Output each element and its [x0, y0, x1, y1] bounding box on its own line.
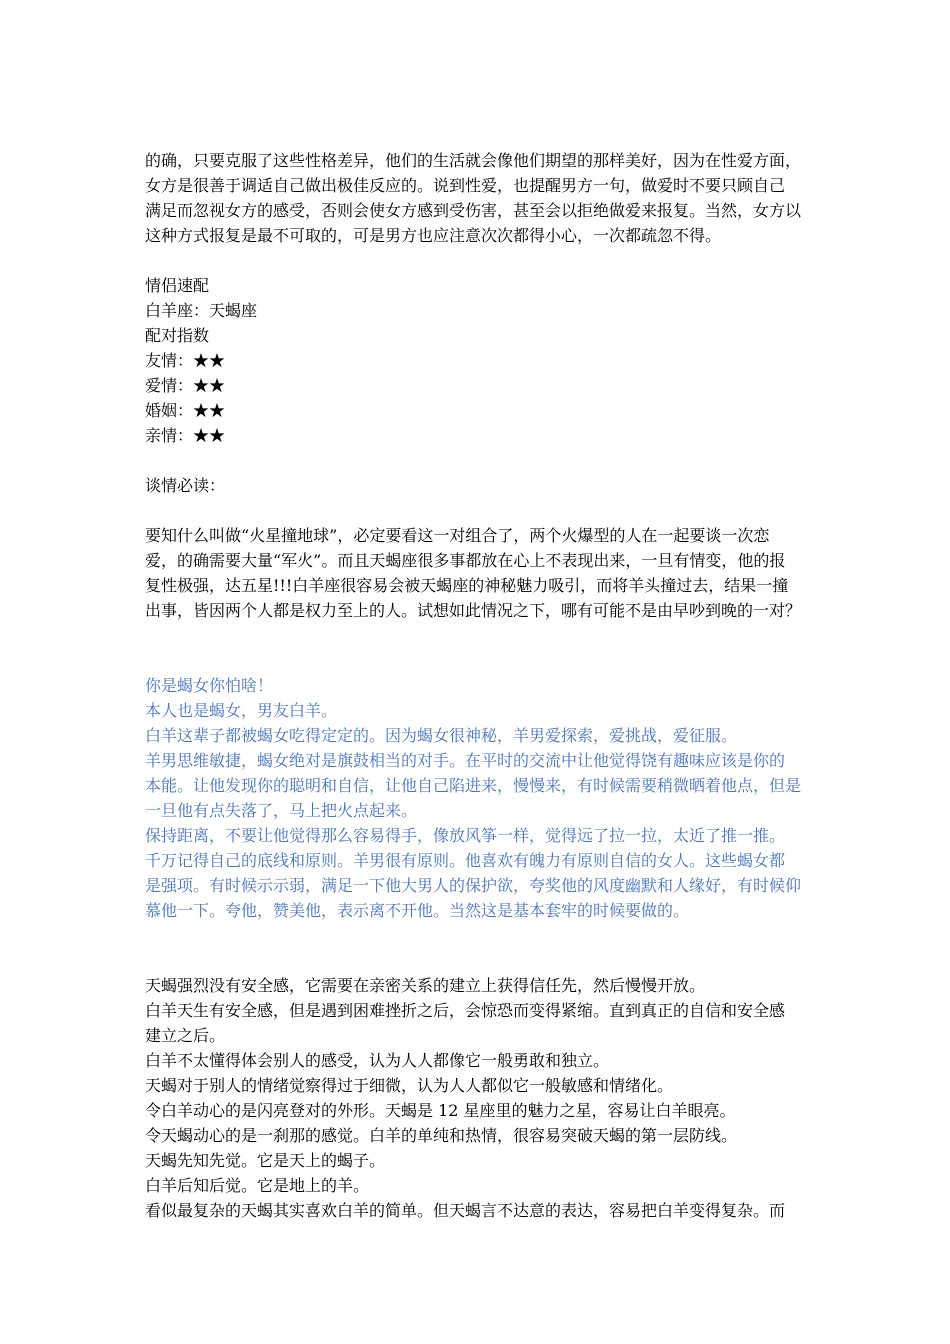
- rating-stars: ★★: [193, 351, 226, 370]
- comment-block: [145, 673, 825, 923]
- text-line: 令天蝎动心的是一刹那的感觉。白羊的单纯和热情，很容易突破天蝎的第一层防线。: [145, 1126, 738, 1145]
- comparison-paragraph: [145, 973, 825, 1223]
- text-line: 白羊天生有安全感，但是遇到困难挫折之后，会惊恐而变得紧缩。直到真正的自信和安全感: [145, 1001, 786, 1020]
- rating-friendship: [145, 348, 825, 373]
- text-line: 是强项。有时候示示弱，满足一下他大男人的保护欲，夸奖他的风度幽默和人缘好，有时候仰: [145, 876, 802, 895]
- rating-love: [145, 373, 825, 398]
- text-line: 爱，的确需要大量“军火”。而且天蝎座很多事都放在心上不表现出来，一旦有情变，他的报: [145, 551, 786, 570]
- text-line: 出事，皆因两个人都是权力至上的人。试想如此情况之下，哪有可能不是由早吵到晚的一对？: [145, 601, 802, 620]
- text-line: 天蝎先知先觉。它是天上的蝎子。: [145, 1151, 386, 1170]
- rating-stars: ★★: [193, 426, 226, 445]
- text-line: 令白羊动心的是闪亮登对的外形。天蝎是 12 星座里的魅力之星，容易让白羊眼亮。: [145, 1101, 736, 1120]
- text-line: 天蝎强烈没有安全感，它需要在亲密关系的建立上获得信任先，然后慢慢开放。: [145, 976, 706, 995]
- guide-heading: [145, 473, 825, 498]
- text-line: 一旦他有点失落了，马上把火点起来。: [145, 801, 418, 820]
- text-line: 的确，只要克服了这些性格差异，他们的生活就会像他们期望的那样美好，因为在性爱方面，: [145, 151, 802, 170]
- match-index-label: 配对指数: [145, 326, 210, 345]
- rating-stars: ★★: [193, 401, 226, 420]
- text-line: 女方是很善于调适自己做出极佳反应的。说到性爱，也提醒男方一句，做爱时不要只顾自己: [145, 176, 786, 195]
- text-line: 满足而忽视女方的感受，否则会使女方感到受伤害，甚至会以拒绝做爱来报复。当然，女方以: [145, 201, 802, 220]
- match-pair: 白羊座：天蝎座: [145, 301, 258, 320]
- rating-label: 婚姻：: [145, 401, 194, 420]
- text-line: 白羊不太懂得体会别人的感受，认为人人都像它一般勇敢和独立。: [145, 1051, 610, 1070]
- text-line: 慕他一下。夸他，赞美他，表示离不开他。当然这是基本套牢的时候要做的。: [145, 901, 690, 920]
- guide-paragraph: [145, 523, 825, 623]
- rating-label: 亲情：: [145, 426, 194, 445]
- text-line: 天蝎对于别人的情绪觉察得过于细微，认为人人都似它一般敏感和情绪化。: [145, 1076, 674, 1095]
- text-line: 羊男思维敏捷，蝎女绝对是旗鼓相当的对手。在平时的交流中让他觉得饶有趣味应该是你的: [145, 751, 786, 770]
- rating-family: [145, 423, 825, 448]
- rating-marriage: [145, 398, 825, 423]
- text-line: 这种方式报复是最不可取的，可是男方也应注意次次都得小心，一次都疏忽不得。: [145, 226, 722, 245]
- text-line: 白羊这辈子都被蝎女吃得定定的。因为蝎女很神秘，羊男爱探索，爱挑战，爱征服。: [145, 726, 738, 745]
- text-line: 千万记得自己的底线和原则。羊男很有原则。他喜欢有魄力有原则自信的女人。这些蝎女都: [145, 851, 786, 870]
- text-line: 建立之后。: [145, 1026, 226, 1045]
- intro-paragraph: [145, 148, 825, 248]
- text-line: 本能。让他发现你的聪明和自信，让他自己陷进来，慢慢来，有时候需要稍微晒着他点，但是: [145, 776, 802, 795]
- rating-label: 友情：: [145, 351, 194, 370]
- rating-label: 爱情：: [145, 376, 194, 395]
- match-heading: 情侣速配: [145, 276, 210, 295]
- text-line: 复性极强，达五星!!!白羊座很容易会被天蝎座的神秘魅力吸引，而将羊头撞过去，结果一撞: [145, 576, 789, 595]
- guide-label: 谈情必读：: [145, 476, 226, 495]
- text-line: 要知什么叫做“火星撞地球”，必定要看这一对组合了，两个火爆型的人在一起要谈一次恋: [145, 526, 770, 545]
- match-section: [145, 273, 825, 448]
- text-line: 保持距离，不要让他觉得那么容易得手，像放风筝一样，觉得远了拉一拉，太近了推一推。: [145, 826, 786, 845]
- text-line: 白羊后知后觉。它是地上的羊。: [145, 1176, 370, 1195]
- text-line: 本人也是蝎女，男友白羊。: [145, 701, 338, 720]
- text-line: 看似最复杂的天蝎其实喜欢白羊的简单。但天蝎言不达意的表达，容易把白羊变得复杂。而: [145, 1201, 786, 1220]
- text-line: 你是蝎女你怕啥！: [145, 676, 274, 695]
- rating-stars: ★★: [193, 376, 226, 395]
